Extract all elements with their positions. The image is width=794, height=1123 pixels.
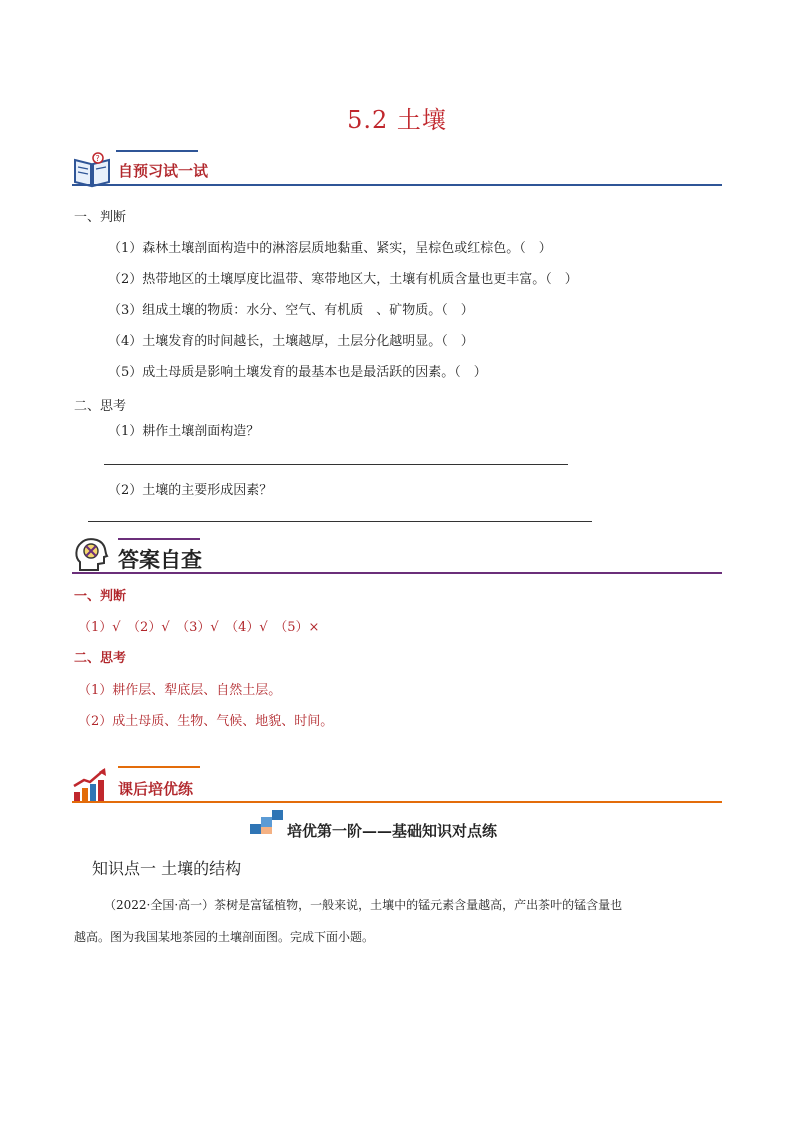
section1-top-rule (116, 150, 198, 152)
section3-header (72, 762, 722, 806)
section2-header (72, 532, 722, 578)
section2-top-rule (118, 538, 200, 540)
book-icon (72, 152, 112, 188)
think-question-2: （2）土壤的主要形成因素？ (108, 483, 273, 498)
question-3: （3）组成土壤的物质：水分、空气、有机质 、矿物质。（ ） (108, 303, 474, 318)
passage-line-2: 越高。图为我国某地茶园的土壤剖面图。完成下面小题。 (74, 930, 375, 944)
think-answer-2: （2）成土母质、生物、气候、地貌、时间。 (78, 714, 334, 729)
think-question-1: （1）耕作土壤剖面构造？ (108, 424, 260, 439)
answer-line-1 (104, 464, 568, 465)
section3-rule (72, 801, 722, 803)
svg-text:?: ? (95, 154, 100, 163)
question-4: （4）土壤发育的时间越长，土壤越厚，土层分化越明显。（ ） (108, 334, 474, 349)
question-1: （1）森林土壤剖面构造中的淋溶层质地黏重、紧实，呈棕色或红棕色。（ ） (108, 241, 552, 256)
section3-top-rule (118, 766, 200, 768)
answer-line-2 (88, 521, 592, 522)
judge-answers: （1）√ （2）√ （3）√ （4）√ （5）× (78, 620, 320, 635)
question-5: （5）成土母质是影响土壤发育的最基本也是最活跃的因素。（ ） (108, 365, 487, 380)
section2-part1-heading: 一、判断 (74, 589, 127, 604)
passage-line-1: （2022·全国·高一）茶树是富锰植物，一般来说，土壤中的锰元素含量越高，产出茶叶的锰含量也 (104, 898, 623, 912)
head-lightbulb-icon (72, 534, 112, 574)
growth-chart-icon (72, 768, 108, 802)
section1-label: 自预习试一试 (118, 162, 209, 180)
section1-header (72, 146, 722, 190)
section3-label: 课后培优练 (118, 780, 194, 798)
section2-label: 答案自查 (118, 548, 202, 572)
section2-rule (72, 572, 722, 574)
section1-part1-heading: 一、判断 (74, 210, 127, 225)
question-2: （2）热带地区的土壤厚度比温带、寒带地区大，土壤有机质含量也更丰富。（ ） (108, 272, 578, 287)
stairs-icon (250, 810, 284, 834)
section1-rule (72, 184, 722, 186)
knowledge-point-title: 知识点一 土壤的结构 (92, 859, 242, 878)
section2-part2-heading: 二、思考 (74, 651, 127, 666)
section1-part2-heading: 二、思考 (74, 399, 127, 414)
page-title: 5.2 土壤 (347, 106, 447, 134)
think-answer-1: （1）耕作层、犁底层、自然土层。 (78, 683, 282, 698)
stage-title: 培优第一阶——基础知识对点练 (287, 822, 498, 840)
